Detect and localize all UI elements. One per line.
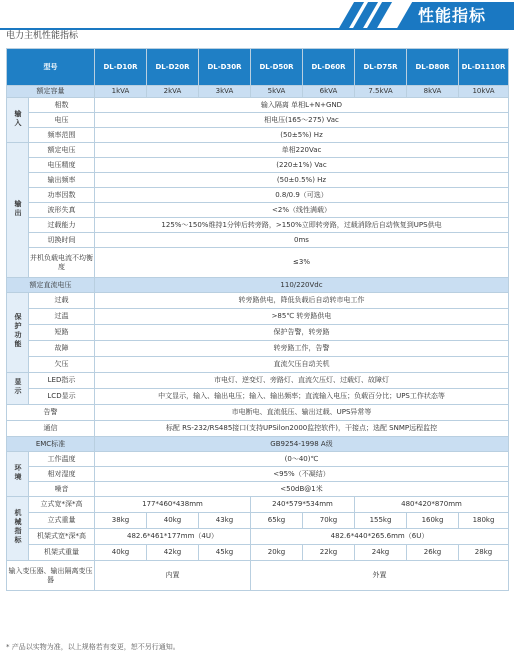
row-value: (0～40)℃: [95, 452, 509, 467]
table-row: [7, 529, 509, 545]
row-value: 标配 RS-232/RS485接口(支持UPSilon2000监控软件)，干接点；选配 SNMP远程监控: [95, 421, 509, 437]
row-label: 欠压: [29, 357, 95, 373]
table-row: [7, 143, 509, 158]
row-label: 过载: [29, 293, 95, 309]
table-row: [7, 482, 509, 497]
category-display: 显示: [7, 373, 29, 405]
row-label: 额定电压: [29, 143, 95, 158]
row-value: 240*579*534mm: [251, 497, 355, 513]
table-row: [7, 467, 509, 482]
row-value: 转旁路工作，告警: [95, 341, 509, 357]
row-value: 保护告警，转旁路: [95, 325, 509, 341]
row-label: EMC标准: [7, 437, 95, 452]
table-row: [7, 497, 509, 513]
table-row: [7, 325, 509, 341]
table-row: [7, 293, 509, 309]
row-value: 177*460*438mm: [95, 497, 251, 513]
row-value: 38kg: [95, 513, 147, 529]
table-row: [7, 341, 509, 357]
row-label: 切换时间: [29, 233, 95, 248]
row-label: 立式重量: [29, 513, 95, 529]
capacity-value: 6kVA: [303, 86, 355, 98]
row-value: 155kg: [355, 513, 407, 529]
row-label: 工作温度: [29, 452, 95, 467]
row-value: 22kg: [303, 545, 355, 561]
row-value: GB9254-1998 A级: [95, 437, 509, 452]
model-name: DL-D30R: [199, 49, 251, 86]
capacity-value: 7.5kVA: [355, 86, 407, 98]
row-value: <50dB@1米: [95, 482, 509, 497]
row-label: 波形失真: [29, 203, 95, 218]
model-header: 型号: [7, 49, 95, 86]
row-label: LED指示: [29, 373, 95, 389]
alarm-row: [7, 405, 509, 421]
row-value: 43kg: [199, 513, 251, 529]
top-banner: [0, 0, 514, 30]
row-label: 功率因数: [29, 188, 95, 203]
table-row: [7, 233, 509, 248]
capacity-value: 10kVA: [459, 86, 509, 98]
model-name: DL-D75R: [355, 49, 407, 86]
table-row: [7, 128, 509, 143]
table-row: [7, 513, 509, 529]
table-header-row: [7, 49, 509, 86]
row-value: 40kg: [147, 513, 199, 529]
table-row: [7, 545, 509, 561]
table-row: [7, 248, 509, 278]
category-input: 输入: [7, 98, 29, 143]
table-row: [7, 113, 509, 128]
model-name: DL-D60R: [303, 49, 355, 86]
row-value: 70kg: [303, 513, 355, 529]
category-output: 输出: [7, 143, 29, 278]
model-name: DL-D50R: [251, 49, 303, 86]
table-row: [7, 357, 509, 373]
dc-voltage-row: [7, 278, 509, 293]
capacity-value: 5kVA: [251, 86, 303, 98]
row-value: ≤3%: [95, 248, 509, 278]
row-value: 482.6*461*177mm（4U）: [95, 529, 251, 545]
page-subtitle: 电力主机性能指标: [6, 31, 79, 41]
row-value: 转旁路供电，降低负载后自动转市电工作: [95, 293, 509, 309]
row-value: 40kg: [95, 545, 147, 561]
row-label: 额定直流电压: [7, 278, 95, 293]
spec-table: [6, 48, 509, 591]
row-value: 160kg: [407, 513, 459, 529]
row-value: 24kg: [355, 545, 407, 561]
row-label: 机架式重量: [29, 545, 95, 561]
row-value: 0.8/0.9（可选）: [95, 188, 509, 203]
row-label: 通信: [7, 421, 95, 437]
table-row: [7, 373, 509, 389]
row-label: 机架式宽*深*高: [29, 529, 95, 545]
model-name: DL-D10R: [95, 49, 147, 86]
row-value: 中文显示，输入、输出电压；输入、输出频率；直流输入电压；负载百分比；UPS工作状态等: [95, 389, 509, 405]
row-value: 45kg: [199, 545, 251, 561]
row-value: 20kg: [251, 545, 303, 561]
row-value: 180kg: [459, 513, 509, 529]
row-value: 单相220Vac: [95, 143, 509, 158]
table-row: [7, 309, 509, 325]
row-value: 直流欠压自动关机: [95, 357, 509, 373]
table-row: [7, 452, 509, 467]
row-label: 立式宽*深*高: [29, 497, 95, 513]
row-value: <95%（不凝结）: [95, 467, 509, 482]
row-value: 市电断电、直流低压、输出过载、UPS异常等: [95, 405, 509, 421]
model-name: DL-D80R: [407, 49, 459, 86]
row-value: 28kg: [459, 545, 509, 561]
row-value: 482.6*440*265.6mm（6U）: [251, 529, 509, 545]
category-mechanical: 机械指标: [7, 497, 29, 561]
capacity-value: 3kVA: [199, 86, 251, 98]
row-label: 额定容量: [7, 86, 95, 98]
capacity-value: 8kVA: [407, 86, 459, 98]
row-label: 电压精度: [29, 158, 95, 173]
category-protection: 保护功能: [7, 293, 29, 373]
row-value: 65kg: [251, 513, 303, 529]
row-value: 市电灯、逆变灯、旁路灯、直流欠压灯、过载灯、故障灯: [95, 373, 509, 389]
table-row: [7, 158, 509, 173]
row-value: 26kg: [407, 545, 459, 561]
row-value: 110/220Vdc: [95, 278, 509, 293]
row-label: 过温: [29, 309, 95, 325]
emc-row: [7, 437, 509, 452]
row-value: 125%～150%维持1分钟后转旁路，>150%立即转旁路，过载消除后自动恢复到UPS供电: [95, 218, 509, 233]
row-value: 输入隔离 单相L+N+GND: [95, 98, 509, 113]
row-label: 相对湿度: [29, 467, 95, 482]
table-row: [7, 218, 509, 233]
row-value: 外置: [251, 561, 509, 591]
row-label: 并机负载电流不均衡度: [29, 248, 95, 278]
row-label: 相数: [29, 98, 95, 113]
row-label: LCD显示: [29, 389, 95, 405]
row-value: 42kg: [147, 545, 199, 561]
row-value: <2%（线性满载）: [95, 203, 509, 218]
table-row: [7, 173, 509, 188]
row-value: >85℃ 转旁路供电: [95, 309, 509, 325]
capacity-value: 1kVA: [95, 86, 147, 98]
row-value: 0ms: [95, 233, 509, 248]
model-name: DL-D20R: [147, 49, 199, 86]
row-label: 输入变压器、输出隔离变压器: [7, 561, 95, 591]
row-value: (50±5%) Hz: [95, 128, 509, 143]
row-label: 噪音: [29, 482, 95, 497]
row-label: 过载能力: [29, 218, 95, 233]
table-row: [7, 203, 509, 218]
row-label: 输出频率: [29, 173, 95, 188]
row-label: 短路: [29, 325, 95, 341]
row-value: (50±0.5%) Hz: [95, 173, 509, 188]
capacity-row: [7, 86, 509, 98]
row-value: 相电压(165～275) Vac: [95, 113, 509, 128]
table-row: [7, 389, 509, 405]
row-label: 故障: [29, 341, 95, 357]
transformer-row: [7, 561, 509, 591]
model-name: DL-D1110R: [459, 49, 509, 86]
row-value: 480*420*870mm: [355, 497, 509, 513]
capacity-value: 2kVA: [147, 86, 199, 98]
banner-title: 性能指标: [417, 6, 486, 25]
table-row: [7, 188, 509, 203]
row-value: (220±1%) Vac: [95, 158, 509, 173]
comm-row: [7, 421, 509, 437]
row-label: 频率范围: [29, 128, 95, 143]
table-row: [7, 98, 509, 113]
row-label: 告警: [7, 405, 95, 421]
row-value: 内置: [95, 561, 251, 591]
row-label: 电压: [29, 113, 95, 128]
category-environment: 环境: [7, 452, 29, 497]
footnote: * 产品以实物为准，以上规格若有变更，恕不另行通知。: [6, 643, 180, 651]
